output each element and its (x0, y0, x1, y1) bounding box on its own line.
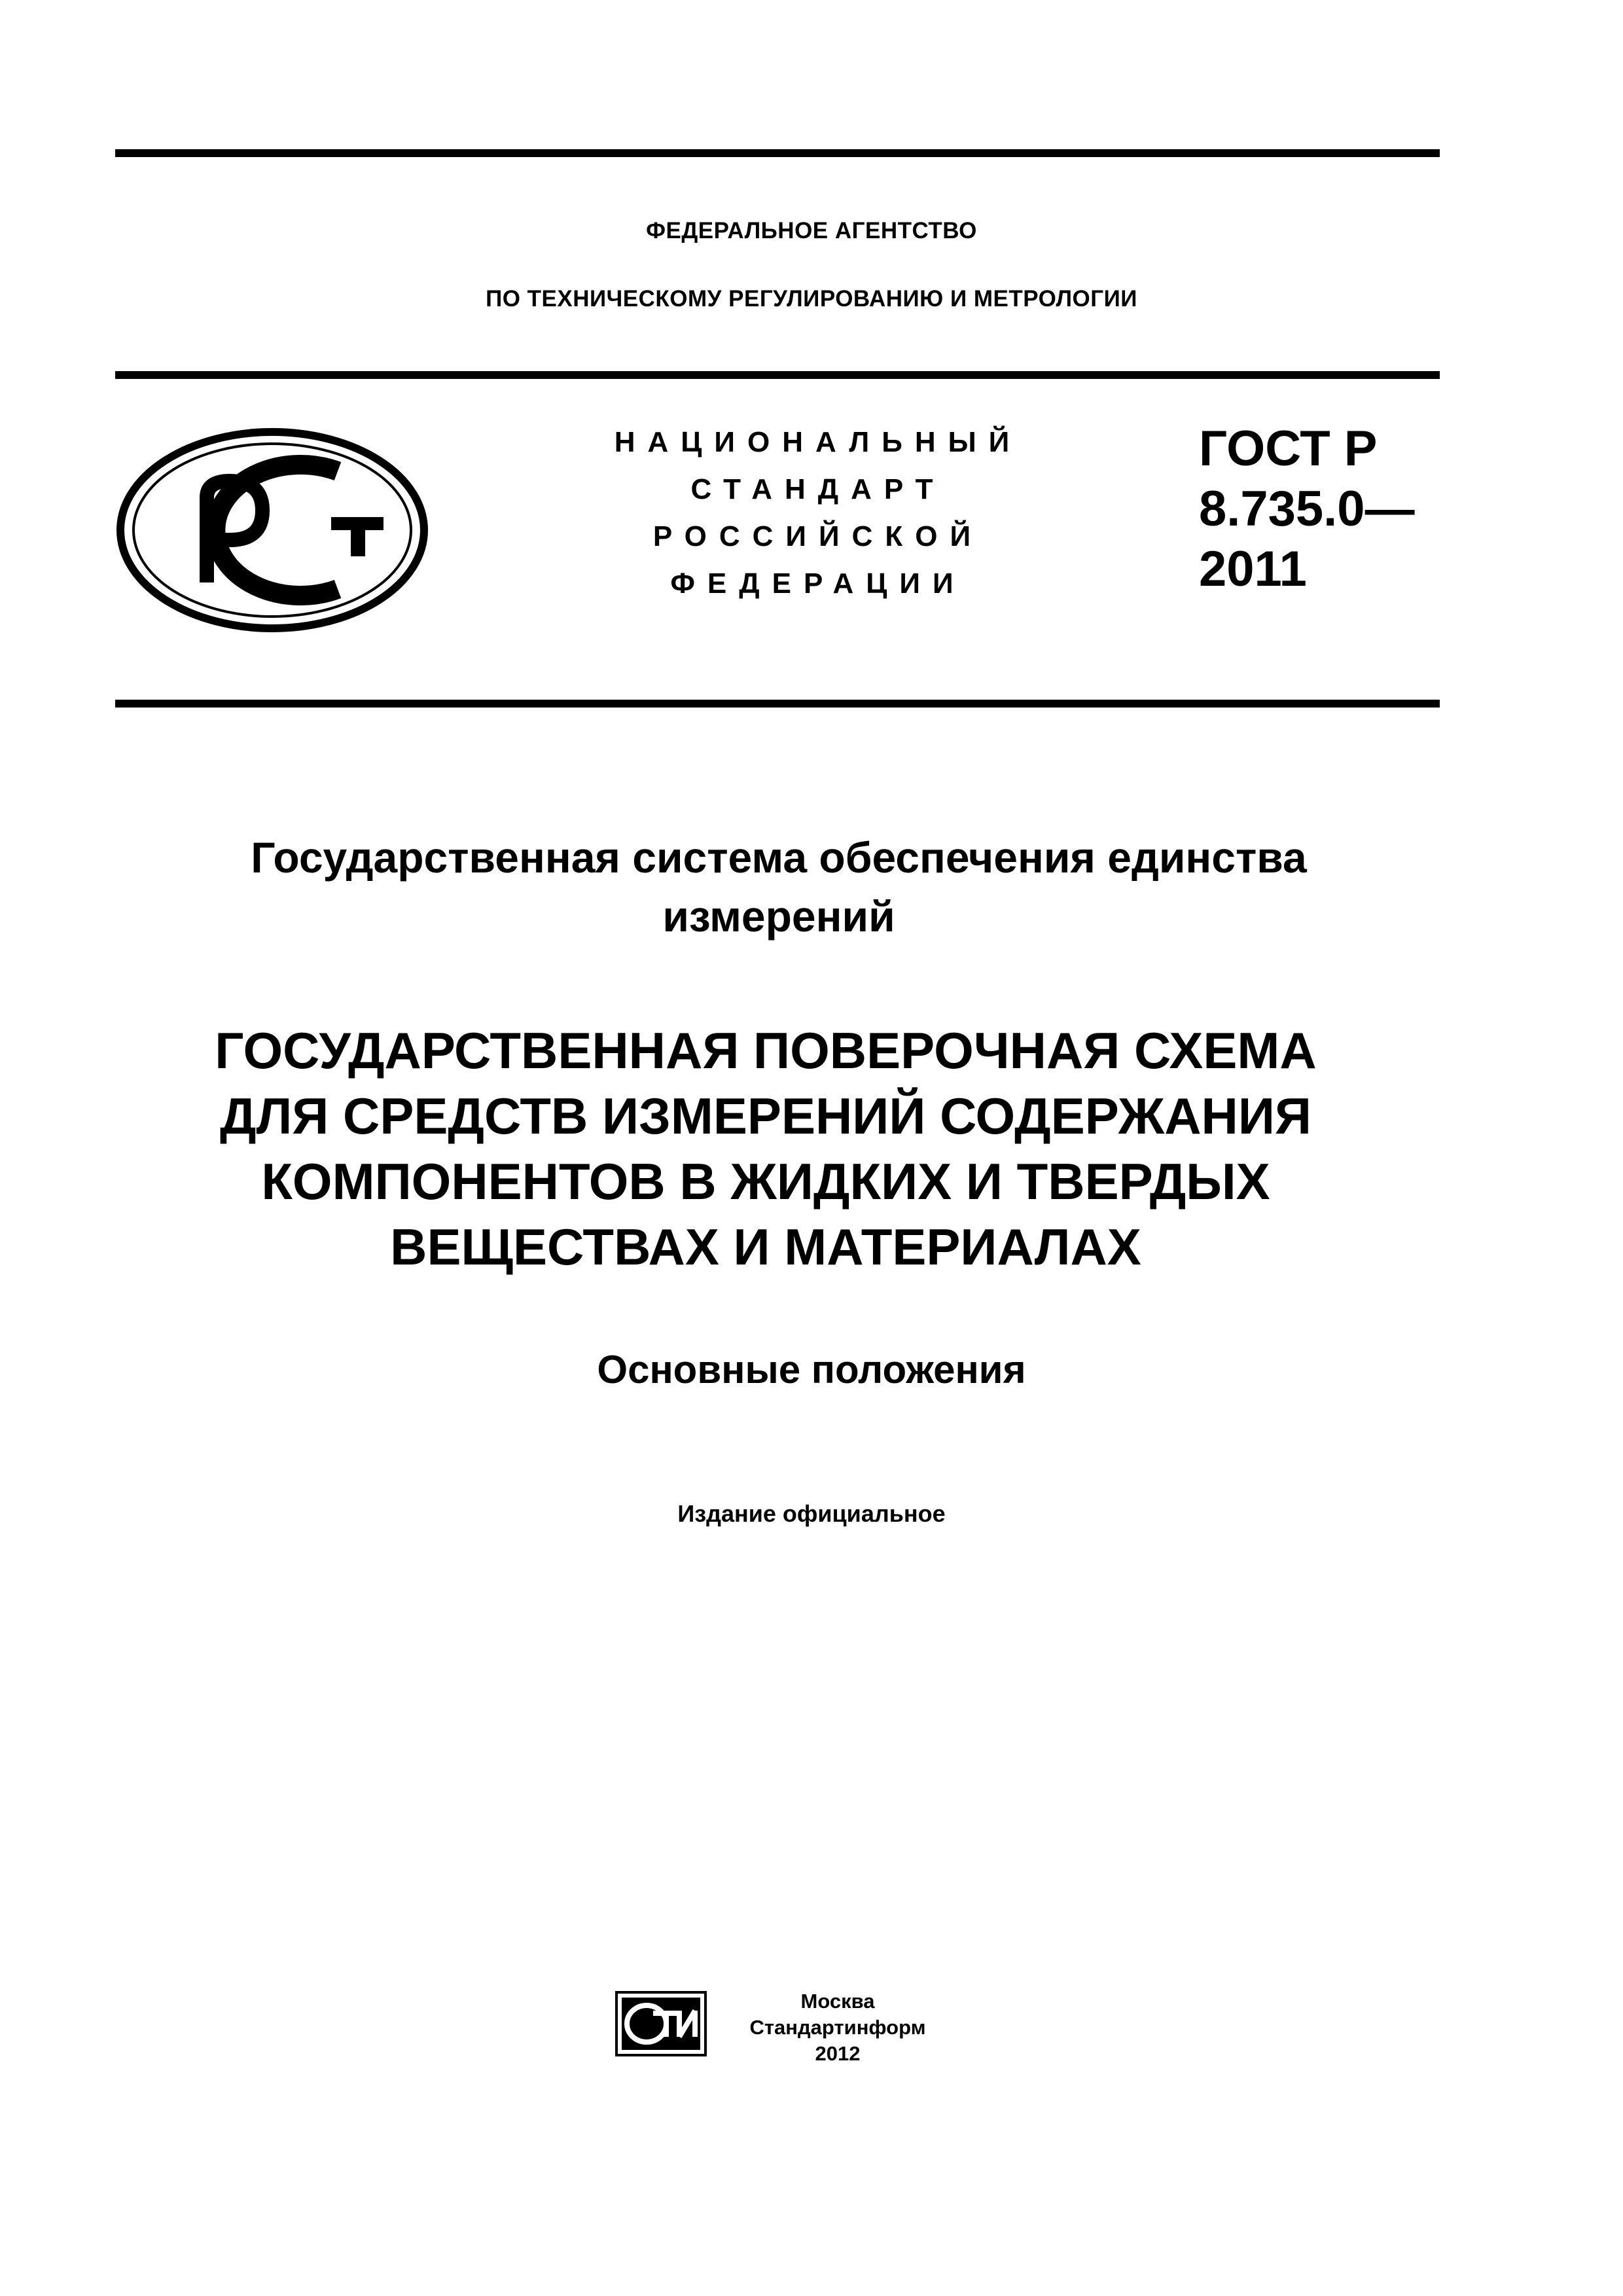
subtitle: Основные положения (597, 1348, 1026, 1391)
national-line-2: СТАНДАРТ (690, 473, 946, 505)
standartinform-logo-icon (615, 1991, 707, 2056)
national-standard-label (576, 419, 1060, 607)
publisher-info (720, 1988, 955, 2067)
agency-name-line-1: ФЕДЕРАЛЬНОЕ АГЕНТСТВО (646, 218, 977, 243)
national-line-4: ФЕДЕРАЦИИ (670, 567, 966, 600)
publisher-name: Стандартинформ (749, 2016, 926, 2039)
publisher-city: Москва (800, 1990, 875, 2013)
main-title-line-2: ДЛЯ СРЕДСТВ ИЗМЕРЕНИЙ СОДЕРЖАНИЯ (219, 1087, 1311, 1145)
gost-line-2: 8.735.0— (1199, 481, 1415, 537)
main-title-line-1: ГОСУДАРСТВЕННАЯ ПОВЕРОЧНАЯ СХЕМА (215, 1022, 1317, 1079)
standard-block-divider-line (115, 700, 1440, 708)
gost-designation (1199, 419, 1415, 600)
rst-certification-mark-icon (115, 425, 429, 635)
edition-label: Издание официальное (677, 1500, 946, 1527)
main-title-line-3: КОМПОНЕНТОВ В ЖИДКИХ И ТВЕРДЫХ (261, 1153, 1270, 1210)
header-divider-line (115, 371, 1440, 379)
gost-line-1: ГОСТ Р (1199, 421, 1378, 476)
national-line-1: НАЦИОНАЛЬНЫЙ (614, 426, 1022, 458)
gost-line-3: 2011 (1199, 541, 1307, 597)
main-title (105, 1018, 1427, 1280)
top-divider-line (115, 149, 1440, 157)
publication-year: 2012 (815, 2042, 861, 2065)
main-title-line-4: ВЕЩЕСТВАХ И МАТЕРИАЛАХ (390, 1218, 1141, 1276)
national-line-3: РОССИЙСКОЙ (652, 520, 984, 552)
series-title: Государственная система обеспечения единства измерений (251, 833, 1307, 941)
agency-name-line-2: ПО ТЕХНИЧЕСКОМУ РЕГУЛИРОВАНИЮ И МЕТРОЛОГИИ (486, 286, 1137, 312)
